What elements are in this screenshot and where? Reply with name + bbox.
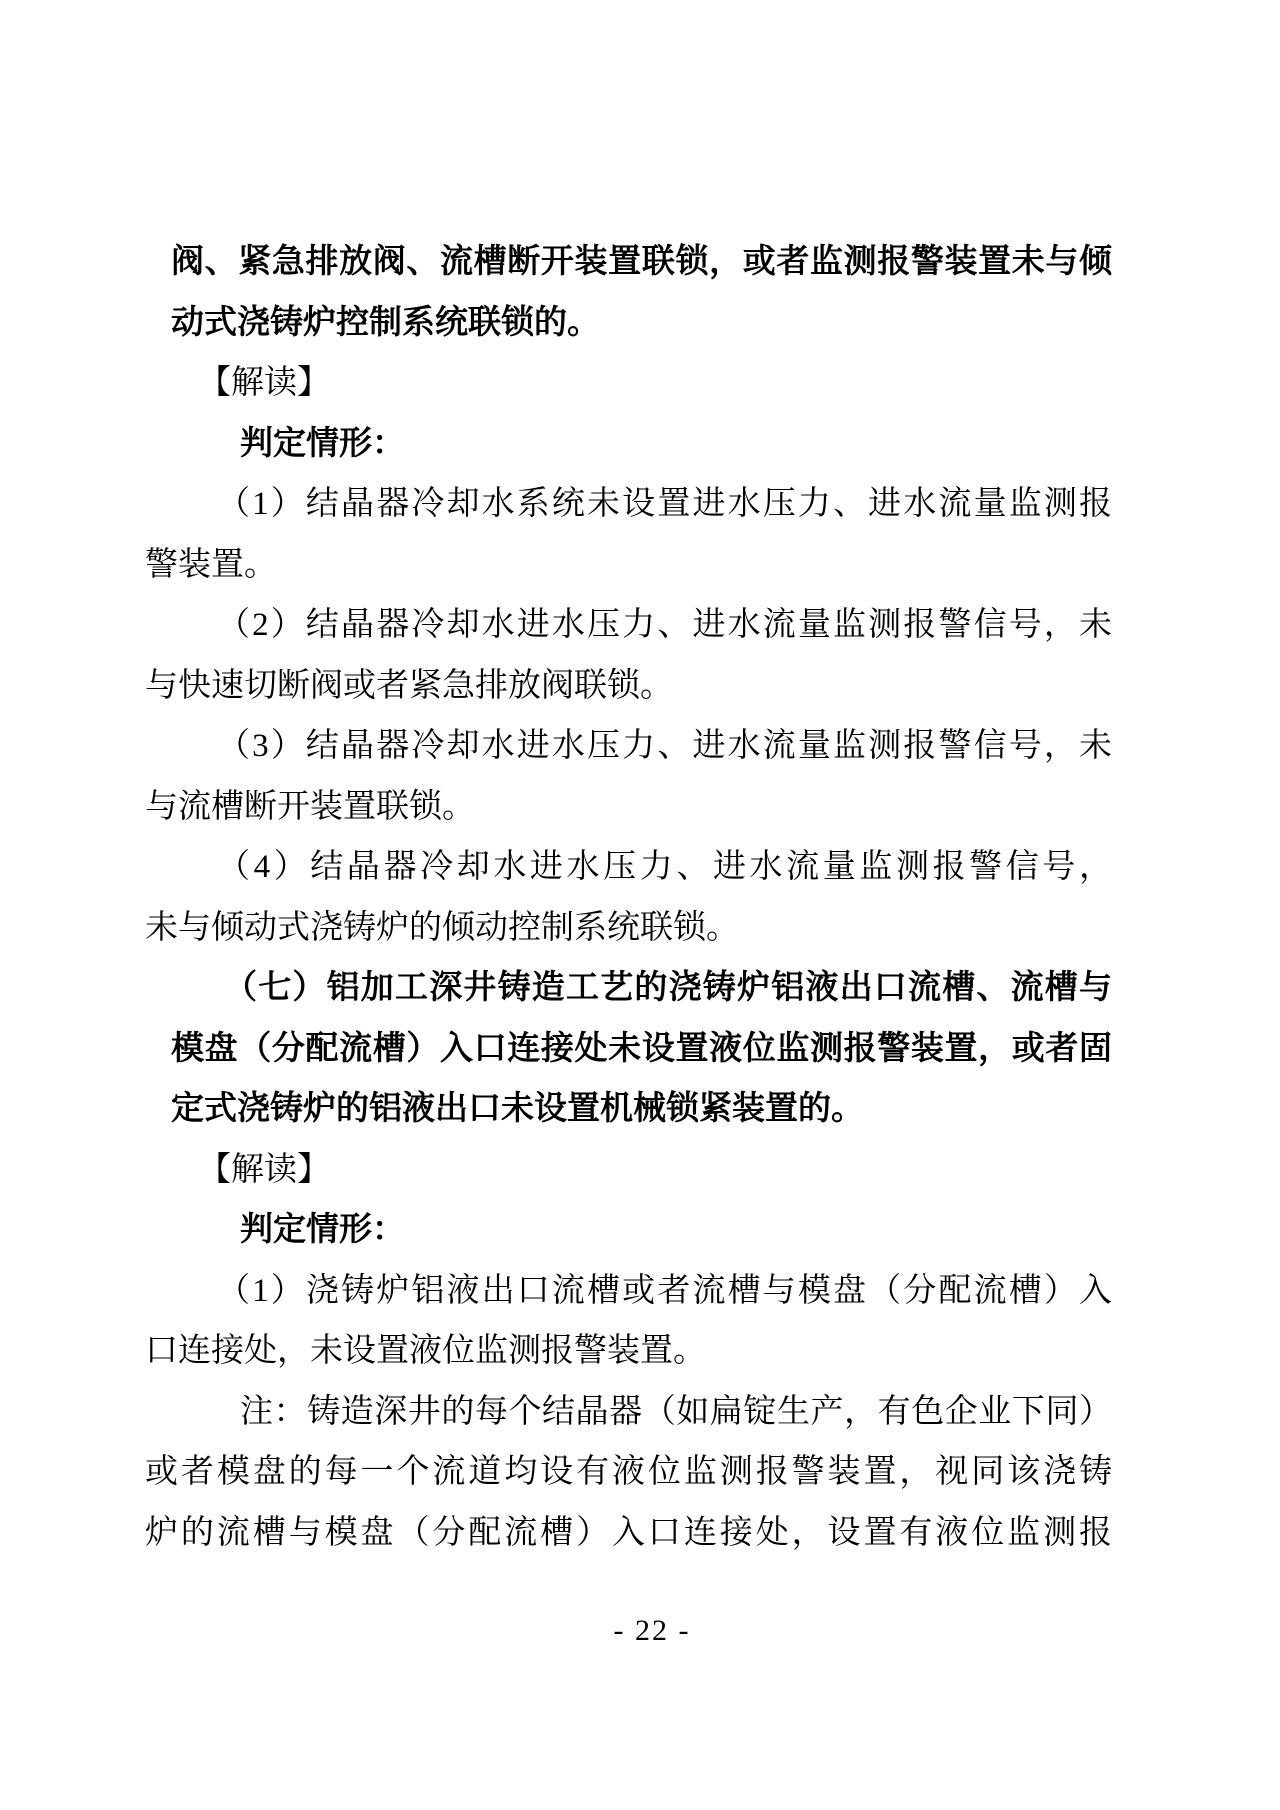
text-line: 【解读】	[198, 365, 330, 401]
text-line: 警装置。	[145, 546, 277, 583]
text-line: （2）结晶器冷却水进水压力、进水流量监测报警信号，未	[217, 607, 1112, 643]
text-line: 定式浇铸炉的铝液出口未设置机械锁紧装置的。	[171, 1091, 864, 1127]
text-line: （1）结晶器冷却水系统未设置进水压力、进水流量监测报	[217, 486, 1112, 522]
text-line: 模盘（分配流槽）入口连接处未设置液位监测报警装置，或者固	[171, 1030, 1112, 1067]
text-line: 阀、紧急排放阀、流槽断开装置联锁，或者监测报警装置未与倾	[171, 244, 1112, 280]
text-line: 判定情形：	[240, 425, 405, 462]
document-body	[145, 232, 1112, 1563]
text-line: 炉的流槽与模盘（分配流槽）入口连接处，设置有液位监测报	[145, 1514, 1112, 1551]
text-line: 动式浇铸炉控制系统联锁的。	[171, 304, 600, 341]
text-line: 与快速切断阀或者紧急排放阀联锁。	[145, 667, 673, 704]
text-line: 【解读】	[198, 1151, 330, 1188]
text-line: 与流槽断开装置联锁。	[145, 788, 475, 825]
text-line: 注：铸造深井的每个结晶器（如扁锭生产，有色企业下同）	[240, 1393, 1112, 1430]
text-line: 口连接处，未设置液位监测报警装置。	[145, 1333, 706, 1369]
text-line: 判定情形：	[240, 1212, 405, 1248]
text-line: （4）结晶器冷却水进水压力、进水流量监测报警信号，	[217, 849, 1112, 885]
text-line: （1）浇铸炉铝液出口流槽或者流槽与模盘（分配流槽）入	[217, 1272, 1112, 1309]
page-number: - 22 -	[613, 1614, 691, 1647]
text-line: 或者模盘的每一个流道均设有液位监测报警装置，视同该浇铸	[145, 1454, 1112, 1490]
text-line: （3）结晶器冷却水进水压力、进水流量监测报警信号，未	[217, 728, 1112, 764]
text-line: 未与倾动式浇铸炉的倾动控制系统联锁。	[145, 909, 739, 946]
text-line: （七）铝加工深井铸造工艺的浇铸炉铝液出口流槽、流槽与	[224, 970, 1112, 1006]
